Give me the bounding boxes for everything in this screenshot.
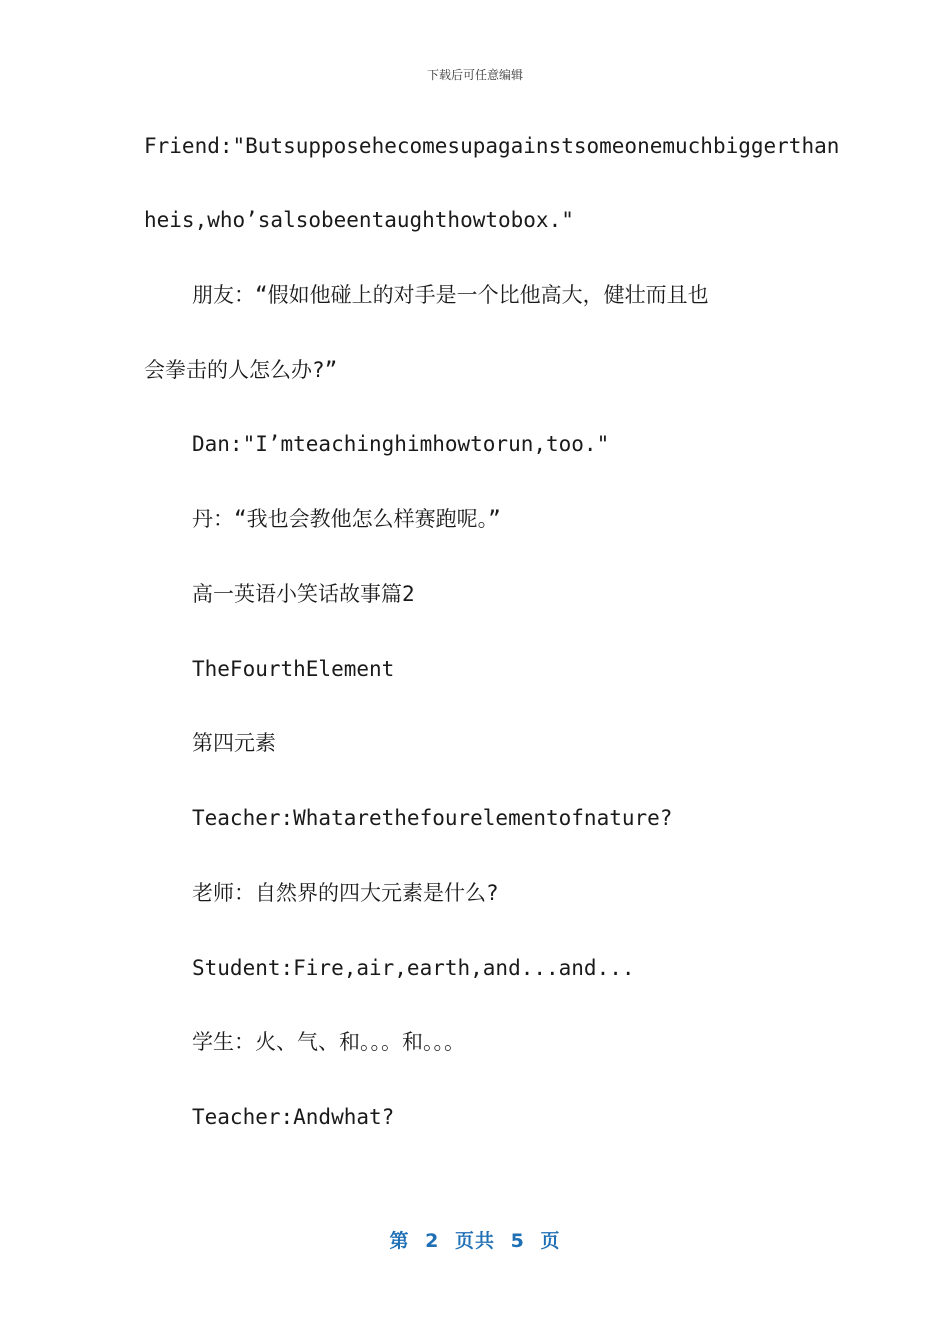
- footer-suffix: 页: [540, 1230, 561, 1252]
- footer-prefix: 第: [389, 1230, 410, 1252]
- text-line-dan-zh: 丹：“我也会教他怎么样赛跑呢。”: [192, 507, 501, 531]
- section-heading-story-2: 高一英语小笑话故事篇2: [192, 582, 415, 606]
- footer-current-page: 2: [425, 1230, 440, 1252]
- text-line-teacher-en-2: Teacher:Andwhat?: [192, 1105, 395, 1129]
- text-line-teacher-en-1: Teacher:Whatarethefourelementofnature?: [192, 806, 673, 830]
- page-header: 下载后可任意编辑: [426, 68, 523, 82]
- text-line-dan-en: Dan:"I’mteachinghimhowtorun,too.": [192, 432, 610, 456]
- text-line-student-en: Student:Fire,air,earth,and...and...: [192, 956, 635, 980]
- page-footer: [0, 1226, 950, 1253]
- footer-middle: 页共: [454, 1230, 495, 1252]
- text-line-friend-zh-1: 朋友：“假如他碰上的对手是一个比他高大，健壮而且也: [192, 283, 709, 307]
- text-line-student-zh: 学生：火、气、和。。。和。。。: [192, 1030, 465, 1054]
- story-title-zh: 第四元素: [192, 731, 276, 755]
- story-title-en: TheFourthElement: [192, 657, 395, 681]
- text-line-teacher-zh-1: 老师：自然界的四大元素是什么?: [192, 881, 499, 905]
- text-line-friend-zh-2: 会拳击的人怎么办?”: [144, 358, 338, 382]
- text-line-friend-en-1: Friend:"Butsupposehecomesupagainstsomeonemuchbiggerthan: [144, 134, 840, 158]
- footer-total-pages: 5: [510, 1230, 525, 1252]
- text-line-friend-en-2: heis,who’salsobeentaughthowtobox.": [144, 208, 574, 232]
